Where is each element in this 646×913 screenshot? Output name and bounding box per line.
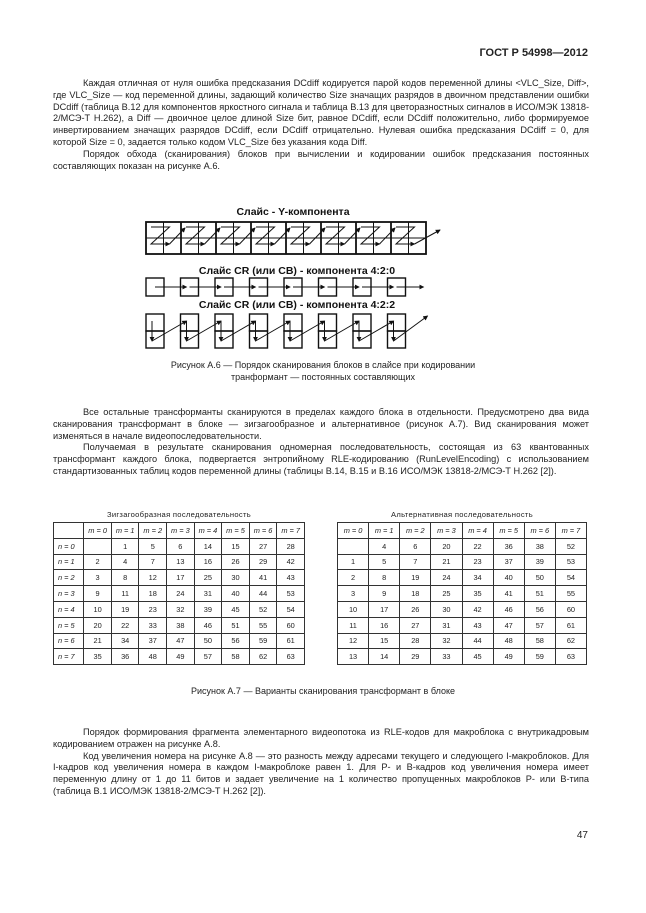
table-cell: 37 — [139, 633, 167, 649]
table-cell: 22 — [111, 617, 139, 633]
table-cell: 56 — [524, 601, 555, 617]
table-cell: 3 — [338, 586, 369, 602]
table-cell: 6 — [167, 538, 195, 554]
table-cell: 38 — [524, 538, 555, 554]
table-cell: 36 — [111, 649, 139, 665]
table-cell: 62 — [249, 649, 277, 665]
table-cell: 43 — [462, 617, 493, 633]
paragraph: Все остальные трансформанты сканируются в пределах каждого блока в отдельности. Предусмотрено два вида сканирования трансформант в блоке — зигзагообразное и альтернативное (рисунок А.7). Вид сканирования может изменяться в начале видеопоследовательности. — [53, 407, 589, 441]
table-row — [54, 601, 305, 617]
table-cell: 2 — [84, 554, 112, 570]
y-scan-path — [326, 227, 345, 244]
column-header: m = 2 — [400, 523, 431, 539]
row-header: n = 3 — [54, 586, 84, 602]
column-header: m = 1 — [369, 523, 400, 539]
table-cell: 52 — [249, 601, 277, 617]
table-cell: 59 — [249, 633, 277, 649]
paragraph: Получаемая в результате сканирования одномерная последовательность, состоящая из 63 квантованных трансформант каждого блока, подвергается энтропийному RLE-кодированию (RunLevelEncoding) с использованием стандартизованных таблиц кодов переменной длины (таблицы В.14, В.15 и В.16 ИСО/МЭК 13818-2/МСЭ-Т Н.262 [2]). — [53, 442, 589, 476]
zigzag-scan-table — [53, 522, 305, 665]
table-row — [338, 586, 587, 602]
table-cell: 60 — [555, 601, 586, 617]
y-scan-transition — [275, 228, 291, 244]
table-cell: 28 — [277, 538, 305, 554]
table-cell: 41 — [249, 570, 277, 586]
table-cell: 33 — [139, 617, 167, 633]
paragraph: Каждая отличная от нуля ошибка предсказания DCdiff кодируется парой кодов переменной длины <VLC_Size, Diff>, где VLC_Size — код переменной длины, задающий количество Size значащих разрядов в двоичном представлении ошибки DCdiff (таблица В.12 для компонентов яркостного сигнала и таблица В.13 для цветоразностных сигналов в ИСО/МЭК 13818-2/МСЭ-Т Н.262), а Diff — двоичное целое длиной Size бит, равное DCdiff, если DCdiff положительно, либо формируемое инвертированием значащих разрядов DCdiff, если DCdiff отрицательно. Нулевая ошибка предсказания DCdiff = 0, для которой Size = 0, задается только кодом VLC_Size без указания кода Diff. — [53, 78, 589, 147]
table-cell: 42 — [462, 601, 493, 617]
table-cell: 35 — [84, 649, 112, 665]
table-cell: 48 — [493, 633, 524, 649]
column-header: m = 7 — [555, 523, 586, 539]
table-cell: 19 — [111, 601, 139, 617]
table-cell: 16 — [369, 617, 400, 633]
table-cell: 21 — [431, 554, 462, 570]
table-cell: 20 — [84, 617, 112, 633]
table-cell: 20 — [431, 538, 462, 554]
table-cell: 25 — [431, 586, 462, 602]
table-cell: 54 — [555, 570, 586, 586]
table-row — [338, 570, 587, 586]
table-cell: 18 — [139, 586, 167, 602]
caption-line: Рисунок А.6 — Порядок сканирования блоков в слайсе при кодировании — [170, 360, 476, 370]
table-cell: 31 — [431, 617, 462, 633]
table-cell: 50 — [194, 633, 222, 649]
y-scan-path — [396, 227, 415, 244]
table-cell: 49 — [493, 649, 524, 665]
y-scan-transition — [310, 228, 326, 244]
table-cell: 28 — [400, 633, 431, 649]
table-cell: 61 — [555, 617, 586, 633]
y-scan-exit — [415, 230, 441, 244]
table-row — [338, 617, 587, 633]
figure-a7-caption: Рисунок А.7 — Варианты сканирования трансформант в блоке — [190, 686, 455, 696]
row-header: n = 5 — [54, 617, 84, 633]
table-cell: 51 — [222, 617, 250, 633]
table-cell: 44 — [249, 586, 277, 602]
table-cell: 41 — [493, 586, 524, 602]
table-row — [54, 570, 305, 586]
table-cell: 4 — [111, 554, 139, 570]
table-cell: 18 — [400, 586, 431, 602]
table-cell: 51 — [524, 586, 555, 602]
table-cell: 9 — [369, 586, 400, 602]
table-cell: 33 — [431, 649, 462, 665]
table-cell: 63 — [277, 649, 305, 665]
table-cell: 60 — [277, 617, 305, 633]
y-scan-transition — [205, 228, 221, 244]
table-cell: 59 — [524, 649, 555, 665]
table-row — [338, 554, 587, 570]
column-header: m = 4 — [462, 523, 493, 539]
table-row — [338, 601, 587, 617]
table-cell: 34 — [111, 633, 139, 649]
table-row — [338, 538, 587, 554]
table-cell: 42 — [277, 554, 305, 570]
column-header: m = 5 — [493, 523, 524, 539]
table-cell: 34 — [462, 570, 493, 586]
table-cell: 38 — [167, 617, 195, 633]
table-cell: 12 — [139, 570, 167, 586]
row-header: n = 4 — [54, 601, 84, 617]
table-cell: 40 — [493, 570, 524, 586]
caption-line: транформант — постоянных составляющих — [230, 371, 415, 382]
table-cell: 1 — [111, 538, 139, 554]
middle-text — [53, 407, 589, 478]
chroma-422-transition — [394, 316, 428, 341]
table-row — [54, 538, 305, 554]
table-cell — [338, 538, 369, 554]
table-cell: 13 — [338, 649, 369, 665]
figure-a6-caption — [40, 360, 606, 383]
table-cell: 58 — [222, 649, 250, 665]
table-cell: 26 — [222, 554, 250, 570]
table-cell: 57 — [194, 649, 222, 665]
y-scan-transition — [170, 228, 186, 244]
table-cell: 16 — [194, 554, 222, 570]
table-cell: 4 — [369, 538, 400, 554]
row-header: n = 2 — [54, 570, 84, 586]
table-cell: 17 — [167, 570, 195, 586]
slice-y-label: Слайс - Y-компонента — [236, 206, 350, 218]
table-cell: 47 — [493, 617, 524, 633]
table-cell: 53 — [555, 554, 586, 570]
table-cell: 5 — [369, 554, 400, 570]
column-header: m = 3 — [431, 523, 462, 539]
table-cell: 56 — [222, 633, 250, 649]
table-cell: 62 — [555, 633, 586, 649]
table-cell: 58 — [524, 633, 555, 649]
table-cell: 54 — [277, 601, 305, 617]
table-cell: 25 — [194, 570, 222, 586]
table-cell: 2 — [338, 570, 369, 586]
table-cell: 10 — [84, 601, 112, 617]
table-cell: 55 — [249, 617, 277, 633]
corner-cell — [54, 523, 84, 539]
table-cell: 30 — [222, 570, 250, 586]
column-header: m = 6 — [524, 523, 555, 539]
column-header: m = 3 — [167, 523, 195, 539]
table-cell: 44 — [462, 633, 493, 649]
table-cell: 14 — [194, 538, 222, 554]
table-cell: 46 — [194, 617, 222, 633]
table-cell: 12 — [338, 633, 369, 649]
table-cell: 26 — [400, 601, 431, 617]
table-cell: 5 — [139, 538, 167, 554]
paragraph: Порядок формирования фрагмента элементарного видеопотока из RLE-кодов для макроблока с внутрикадровым кодированием отражен на рисунке А.8. — [53, 727, 589, 749]
table-cell: 45 — [462, 649, 493, 665]
table-cell: 30 — [431, 601, 462, 617]
column-header: m = 7 — [277, 523, 305, 539]
table-cell: 29 — [400, 649, 431, 665]
table-cell: 10 — [338, 601, 369, 617]
table-cell: 35 — [462, 586, 493, 602]
table-cell: 48 — [139, 649, 167, 665]
y-scan-path — [291, 227, 310, 244]
figure-a6-diagram — [0, 0, 646, 400]
table-row — [338, 649, 587, 665]
chroma-422-block — [146, 314, 164, 331]
table-cell: 8 — [369, 570, 400, 586]
table-cell: 15 — [222, 538, 250, 554]
column-header: m = 2 — [139, 523, 167, 539]
table-cell: 24 — [167, 586, 195, 602]
table-row — [338, 633, 587, 649]
column-header: m = 0 — [84, 523, 112, 539]
table-cell: 14 — [369, 649, 400, 665]
table-cell: 23 — [139, 601, 167, 617]
y-scan-path — [361, 227, 380, 244]
table-cell: 43 — [277, 570, 305, 586]
zigzag-table-title: Зигзагообразная последовательность — [107, 510, 251, 519]
y-scan-path — [221, 227, 240, 244]
alternative-table-title: Альтернативная последовательность — [391, 510, 533, 519]
table-row — [54, 586, 305, 602]
table-cell: 47 — [167, 633, 195, 649]
table-cell: 24 — [431, 570, 462, 586]
slice-422-label: Слайс CR (или CB) - компонента 4:2:2 — [198, 299, 396, 311]
table-cell: 6 — [400, 538, 431, 554]
row-header: n = 7 — [54, 649, 84, 665]
table-cell: 37 — [493, 554, 524, 570]
table-cell: 45 — [222, 601, 250, 617]
table-cell: 7 — [400, 554, 431, 570]
y-scan-path — [256, 227, 275, 244]
table-cell: 13 — [167, 554, 195, 570]
table-cell: 9 — [84, 586, 112, 602]
alternative-scan-table — [337, 522, 587, 665]
slice-420-label: Слайс CR (или CB) - компонента 4:2:0 — [198, 265, 396, 277]
row-header: n = 6 — [54, 633, 84, 649]
table-row — [54, 649, 305, 665]
table-cell: 11 — [111, 586, 139, 602]
table-cell: 15 — [369, 633, 400, 649]
table-cell: 1 — [338, 554, 369, 570]
table-cell: 39 — [524, 554, 555, 570]
table-cell: 3 — [84, 570, 112, 586]
y-scan-transition — [240, 228, 256, 244]
table-cell: 17 — [369, 601, 400, 617]
table-row — [54, 633, 305, 649]
table-cell: 53 — [277, 586, 305, 602]
table-cell: 46 — [493, 601, 524, 617]
column-header: m = 5 — [222, 523, 250, 539]
table-cell: 32 — [431, 633, 462, 649]
y-scan-transition — [380, 228, 396, 244]
table-cell: 23 — [462, 554, 493, 570]
table-cell: 11 — [338, 617, 369, 633]
y-scan-path — [151, 227, 170, 244]
table-cell: 29 — [249, 554, 277, 570]
y-scan-transition — [345, 228, 361, 244]
column-header: m = 6 — [249, 523, 277, 539]
table-cell: 40 — [222, 586, 250, 602]
table-cell: 8 — [111, 570, 139, 586]
table-cell: 27 — [249, 538, 277, 554]
table-cell — [84, 538, 112, 554]
table-cell: 49 — [167, 649, 195, 665]
page-number: 47 — [576, 830, 588, 841]
y-scan-path — [186, 227, 205, 244]
paragraph: Порядок обхода (сканирования) блоков при вычислении и кодировании ошибок предсказания постоянных составляющих показан на рисунке А.6. — [53, 148, 589, 171]
table-cell: 57 — [524, 617, 555, 633]
table-cell: 32 — [167, 601, 195, 617]
table-cell: 19 — [400, 570, 431, 586]
column-header: m = 0 — [338, 523, 369, 539]
paragraph: Код увеличения номера на рисунке А.8 — это разность между адресами текущего и следующего I-макроблоков. Для I-кадров код увеличения номера в каждом I-макроблоке равен 1. Для P- и B-кадров код увеличения номера имеет переменную длину от 1 до 11 битов и задает увеличение на 1 количество пропущенных макроблоков P- или B-типа (таблица В.1 ИСО/МЭК 13818-2/МСЭ-Т Н.262 [2]). — [53, 750, 589, 796]
column-header: m = 1 — [111, 523, 139, 539]
table-cell: 27 — [400, 617, 431, 633]
table-cell: 7 — [139, 554, 167, 570]
table-cell: 39 — [194, 601, 222, 617]
table-cell: 50 — [524, 570, 555, 586]
table-cell: 31 — [194, 586, 222, 602]
table-cell: 21 — [84, 633, 112, 649]
table-cell: 63 — [555, 649, 586, 665]
table-cell: 55 — [555, 586, 586, 602]
table-cell: 52 — [555, 538, 586, 554]
table-row — [54, 554, 305, 570]
table-cell: 36 — [493, 538, 524, 554]
column-header: m = 4 — [194, 523, 222, 539]
table-cell: 61 — [277, 633, 305, 649]
row-header: n = 1 — [54, 554, 84, 570]
table-cell: 22 — [462, 538, 493, 554]
end-text — [53, 727, 589, 798]
table-row — [54, 617, 305, 633]
document-header: ГОСТ Р 54998—2012 — [479, 47, 588, 59]
row-header: n = 0 — [54, 538, 84, 554]
